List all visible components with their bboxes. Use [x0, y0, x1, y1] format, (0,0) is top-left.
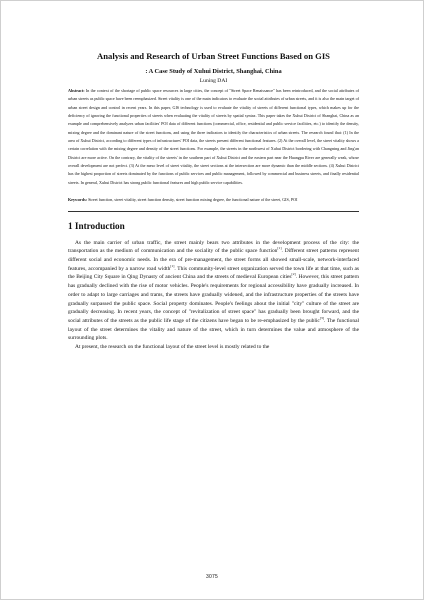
paper-subtitle: : A Case Study of Xuhui District, Shanghai, China — [145, 68, 282, 75]
abstract-label: Abstract: — [68, 88, 85, 93]
abstract-text: In the context of the shortage of public space resources in large cities, the concept of "Street Space Renaissance" has been reintroduced, and the social attributes of urban streets as public space have been reemphasized. Street vitality is one of the main indicators to evaluate the social attributes of urban streets, and it is also the main target of urban street design and control in recent years. In this paper, GIS technology is used to evaluate the vitality of streets of different functional types, which makes up for the deficiency of ignoring the functional properties of streets when evaluating the vitality of streets by spatial syntax. This paper takes the Xuhui District of Shanghai, China as an example and comprehensively analyzes urban facilities' POI data of different functions (commercial, office, residential and public service facilities, etc.) to identify the density, mixing degree and the dominant nature of the street functions, and using the three indicators to identify the characteristics of urban streets. The research found that: (1) In the area of Xuhui District, according to different types of infrastructures' POI data, the streets present different functional features. (2) At the overall level, the street vitality shows a certain correlation with the mixing degree and density of the street functions. For example, the streets in the northwest of Xuhui District bordering with Changning and Jing'an District are more active. On the contrary, the vitality of the streets' in the southern part of Xuhui District and the eastern part near the Huangpu River are generally weak, whose overall development are not perfect. (3) At the meso level of street vitality, the street sections at the intersection are more dynamic than the middle sections. (4) Xuhui District has the highest proportion of streets dominated by the functions of public services and public management, followed by commercial and business streets, and finally residential streets. In general, Xuhui District has strong public functional features and high public service capabilities. — [68, 88, 359, 185]
paper-title: Analysis and Research of Urban Street Functions Based on GIS — [97, 51, 330, 61]
page-number: 3075 — [206, 574, 218, 580]
citation-2: [1] — [170, 263, 175, 268]
p1-text-b: . Different street patterns represent different social and economic needs. In the era of pre-management, the street forms all showed small-scale, network-interfaced features, accompanied by a narrow road width — [68, 248, 359, 272]
p1-text-e: . The functional layout of the street determines the vitality and nature of the street, which in turn determines the value and atmosphere of the surrounding plots. — [68, 317, 359, 342]
intro-paragraph-1 — [68, 239, 359, 343]
author-name: Luning DAI — [199, 78, 228, 84]
section-heading: 1 Introduction — [68, 220, 125, 231]
section-divider — [68, 211, 359, 212]
page-content — [68, 51, 359, 352]
citation-3: [2] — [291, 272, 296, 277]
keywords — [68, 196, 359, 204]
p1-text-d: . However, this street pattern has gradually declined with the rise of motor vehicles. People's requirements for regional accessibility have gradually increased. In order to adapt to large carriages and trams, the streets have gradually widened, and the infrastructure properties of the streets have gradually surpassed the public space. Social property dominates. People's feelings about the initial "city" culture of the street are gradually decreasing. In recent years, the concept of "revitalization of street space" has gradually been brought forward, and the social attributes of the streets as the public life stage of the citizens have began to be re-emphasized by the public — [68, 274, 359, 324]
abstract — [68, 87, 359, 187]
p1-text-c: . This community-level street organization served the town life at that time, such as the Beijing City Square in Qing Dynasty of ancient China and the streets of medieval European cities — [68, 265, 359, 281]
p1-text-a: As the main carrier of urban traffic, the street mainly bears two attributes in the development process of the city: the transportation as the medium of communication and the sociality of the public space function — [68, 239, 359, 255]
citation-1: [1] — [277, 246, 282, 251]
keywords-label: Keywords: — [68, 197, 88, 203]
keywords-text: Street function, street vitality, street function density, street function mixing degree, the functional nature of the street, GIS, POI — [87, 197, 298, 203]
intro-paragraph-2: At present, the research on the functional layout of the street level is mostly related to the — [75, 344, 270, 351]
citation-4: [3] — [319, 316, 324, 321]
